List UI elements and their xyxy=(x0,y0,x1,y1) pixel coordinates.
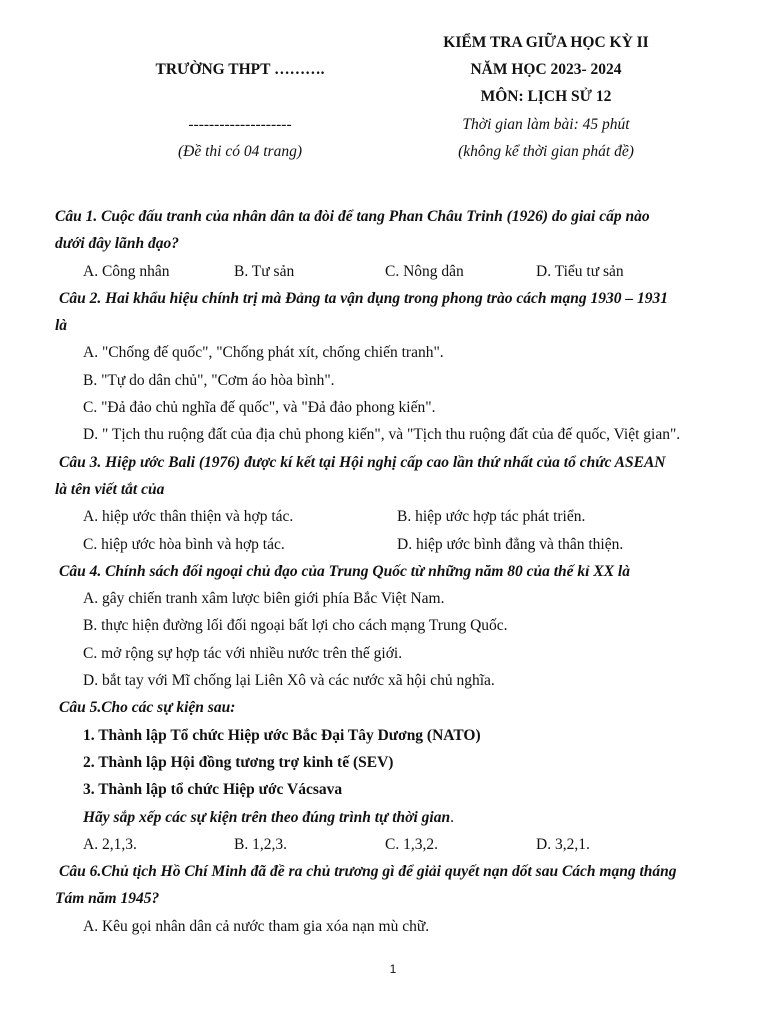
q4-option-b: B. thực hiện đường lối đối ngoại bất lợi cho cách mạng Trung Quốc. xyxy=(83,617,508,635)
q1-option-c: C. Nông dân xyxy=(385,262,464,280)
q1-option-d: D. Tiểu tư sản xyxy=(536,262,624,280)
time-note: (không kể thời gian phát đề) xyxy=(458,143,634,160)
q5-instruction-line xyxy=(55,804,735,831)
q2-option-d: D. " Tịch thu ruộng đất của địa chủ phong kiến", và "Tịch thu ruộng đất của đế quốc, Việt gian". xyxy=(83,426,681,444)
q5-option-d: D. 3,2,1. xyxy=(536,835,590,853)
question-4-text: Câu 4. Chính sách đối ngoại chủ đạo của Trung Quốc từ những năm 80 của thế kỉ XX là xyxy=(59,562,630,580)
question-3-text: Câu 3. Hiệp ước Bali (1976) được kí kết tại Hội nghị cấp cao lần thứ nhất của tổ chức ASEAN xyxy=(59,453,666,471)
q4-option-a: A. gây chiến tranh xâm lược biên giới phía Bắc Việt Nam. xyxy=(83,590,445,608)
q1-option-b: B. Tư sản xyxy=(234,262,295,280)
subject: MÔN: LỊCH SỬ 12 xyxy=(480,88,612,105)
question-2-text: Câu 2. Hai khẩu hiệu chính trị mà Đảng ta vận dụng trong phong trào cách mạng 1930 – 1931 xyxy=(59,289,668,307)
q2-option-a: A. "Chống đế quốc", "Chống phát xít, chống chiến tranh". xyxy=(83,344,444,362)
question-1-text-cont: dưới đây lãnh đạo? xyxy=(55,235,179,253)
question-3-options-row-2 xyxy=(55,531,735,558)
q5-event-1: 1. Thành lập Tổ chức Hiệp ước Bắc Đại Tây Dương (NATO) xyxy=(83,726,481,744)
q4-option-d: D. bắt tay với Mĩ chống lại Liên Xô và các nước xã hội chủ nghĩa. xyxy=(83,672,495,690)
question-3-text-cont: là tên viết tắt của xyxy=(55,480,165,498)
exam-header xyxy=(0,30,768,170)
page-number: 1 xyxy=(389,962,397,976)
q3-option-b: B. hiệp ước hợp tác phát triển. xyxy=(397,508,586,526)
q2-option-c: C. "Đả đảo chủ nghĩa đế quốc", và "Đả đảo phong kiến". xyxy=(83,399,436,417)
question-3-options-row-1 xyxy=(55,503,735,530)
q5-option-c: C. 1,3,2. xyxy=(385,835,438,853)
q5-event-3: 3. Thành lập tổ chức Hiệp ước Vácsava xyxy=(83,781,343,799)
q3-option-c: C. hiệp ước hòa bình và hợp tác. xyxy=(83,535,285,553)
questions xyxy=(55,203,735,940)
q5-option-b: B. 1,2,3. xyxy=(234,835,287,853)
question-6-text: Câu 6.Chủ tịch Hồ Chí Minh đã đề ra chủ trương gì để giải quyết nạn dốt sau Cách mạng tháng xyxy=(59,863,677,881)
question-5-options xyxy=(55,831,735,858)
exam-time: Thời gian làm bài: 45 phút xyxy=(462,116,630,133)
header-divider: -------------------- xyxy=(188,116,292,133)
question-1-text: Câu 1. Cuộc đấu tranh của nhân dân ta đòi để tang Phan Châu Trinh (1926) do giai cấp nào xyxy=(55,208,650,225)
q2-option-b: B. "Tự do dân chủ", "Cơm áo hòa bình". xyxy=(83,371,335,389)
question-6-text-cont: Tám năm 1945? xyxy=(55,890,160,908)
q1-option-a: A. Công nhân xyxy=(83,262,170,280)
pages-note: (Đề thi có 04 trang) xyxy=(178,143,302,160)
q5-instruction: Hãy sắp xếp các sự kiện trên theo đúng trình tự thời gian xyxy=(83,808,451,826)
question-1-options xyxy=(55,258,735,285)
q6-option-a: A. Kêu gọi nhân dân cả nước tham gia xóa nạn mù chữ. xyxy=(83,917,430,935)
q5-event-2: 2. Thành lập Hội đồng tương trợ kinh tế (SEV) xyxy=(83,753,394,771)
exam-title: KIỂM TRA GIỮA HỌC KỲ II xyxy=(443,34,649,51)
question-2-text-cont: là xyxy=(55,317,68,335)
q5-instruction-period: . xyxy=(450,808,454,826)
q5-option-a: A. 2,1,3. xyxy=(83,835,137,853)
question-5-text: Câu 5.Cho các sự kiện sau: xyxy=(59,699,236,717)
school-year: NĂM HỌC 2023- 2024 xyxy=(470,61,622,78)
q3-option-d: D. hiệp ước bình đẳng và thân thiện. xyxy=(397,535,624,553)
q3-option-a: A. hiệp ước thân thiện và hợp tác. xyxy=(83,508,294,526)
school-name: TRƯỜNG THPT ………. xyxy=(155,61,325,78)
q4-option-c: C. mở rộng sự hợp tác với nhiều nước trên thế giới. xyxy=(83,644,403,662)
